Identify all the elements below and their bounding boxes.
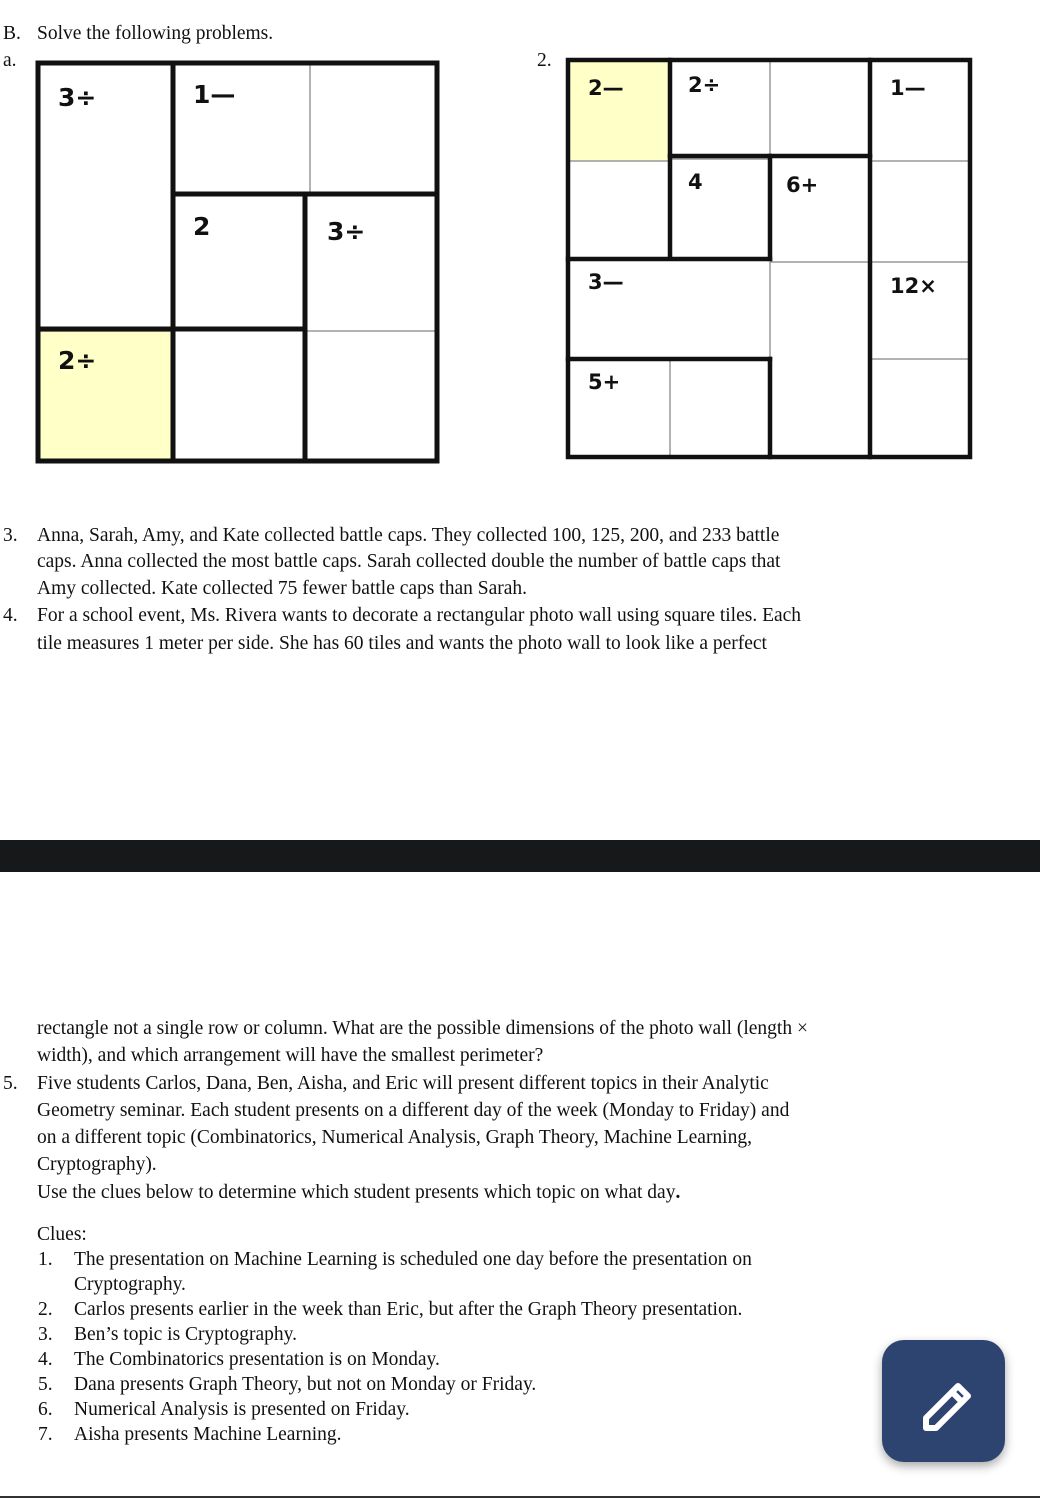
cage-label: 3—: [588, 270, 624, 294]
cage-label: 2÷: [58, 346, 97, 375]
clue-line: The presentation on Machine Learning is scheduled one day before the presentation on: [74, 1249, 752, 1270]
cage-label: 2—: [588, 76, 624, 100]
clue-line: Ben’s topic is Cryptography.: [74, 1324, 297, 1345]
problem-3-line: caps. Anna collected the most battle caps. Sarah collected double the number of battle caps that: [37, 551, 781, 572]
problem-4-line: rectangle not a single row or column. What are the possible dimensions of the photo wall (length ×: [37, 1018, 808, 1039]
cage-label: 1—: [193, 80, 236, 109]
clue-line: Carlos presents earlier in the week than Eric, but after the Graph Theory presentation.: [74, 1299, 743, 1320]
puzzle-1-label: a.: [3, 50, 17, 71]
instruction-period: .: [675, 1182, 681, 1203]
section-label: B.: [3, 23, 21, 44]
clue-number: 6.: [38, 1399, 53, 1420]
problem-3-line: Amy collected. Kate collected 75 fewer battle caps than Sarah.: [37, 578, 527, 599]
clue-number: 5.: [38, 1374, 53, 1395]
cage-label: 2: [193, 212, 211, 241]
edit-button[interactable]: [882, 1340, 1005, 1462]
problem-4-line: For a school event, Ms. Rivera wants to decorate a rectangular photo wall using square tiles. Each: [37, 605, 802, 626]
puzzle-2-grid: [560, 52, 980, 466]
problem-4-number: 4.: [3, 605, 18, 626]
page-separator-band: [0, 840, 1040, 872]
problem-3-line: Anna, Sarah, Amy, and Kate collected battle caps. They collected 100, 125, 200, and 233 battle: [37, 525, 780, 546]
clue-line: Numerical Analysis is presented on Friday.: [74, 1399, 410, 1420]
problem-5-line: Five students Carlos, Dana, Ben, Aisha, and Eric will present different topics in their Analytic: [37, 1073, 769, 1094]
cage-label: 3÷: [58, 83, 97, 112]
clue-line: Cryptography.: [74, 1274, 186, 1295]
page-edge-line: [0, 1496, 1040, 1498]
clue-number: 7.: [38, 1424, 53, 1445]
cage-label: 2÷: [688, 73, 721, 97]
problem-4-line: width), and which arrangement will have the smallest perimeter?: [37, 1045, 544, 1066]
problem-5-number: 5.: [3, 1073, 18, 1094]
problem-4-line: tile measures 1 meter per side. She has 60 tiles and wants the photo wall to look like a perfect: [37, 633, 767, 654]
clue-line: The Combinatorics presentation is on Monday.: [74, 1349, 440, 1370]
problem-5-line: Cryptography).: [37, 1154, 157, 1175]
clues-heading: Clues:: [37, 1224, 87, 1245]
puzzle-2-label: 2.: [537, 50, 552, 71]
problem-5-line: on a different topic (Combinatorics, Numerical Analysis, Graph Theory, Machine Learning,: [37, 1127, 752, 1148]
clue-number: 4.: [38, 1349, 53, 1370]
clue-number: 3.: [38, 1324, 53, 1345]
instruction-text: Use the clues below to determine which student presents which topic on what day: [37, 1182, 676, 1203]
cage-label: 5+: [588, 370, 621, 394]
puzzle-1-grid: [30, 55, 450, 475]
cage-label: 6+: [786, 173, 819, 197]
problem-5-line: Geometry seminar. Each student presents on a different day of the week (Monday to Friday) and: [37, 1100, 790, 1121]
clue-number: 1.: [38, 1249, 53, 1270]
clue-line: Aisha presents Machine Learning.: [74, 1424, 342, 1445]
problem-3-number: 3.: [3, 525, 18, 546]
clue-number: 2.: [38, 1299, 53, 1320]
clue-line: Dana presents Graph Theory, but not on Monday or Friday.: [74, 1374, 537, 1395]
problem-5-instruction: [37, 1180, 907, 1206]
pencil-icon: [882, 1340, 1005, 1462]
cage-label: 12×: [890, 274, 937, 298]
cage-label: 4: [688, 170, 703, 194]
cage-label: 1—: [890, 76, 926, 100]
cage-label: 3÷: [327, 217, 366, 246]
section-title: Solve the following problems.: [37, 23, 274, 44]
